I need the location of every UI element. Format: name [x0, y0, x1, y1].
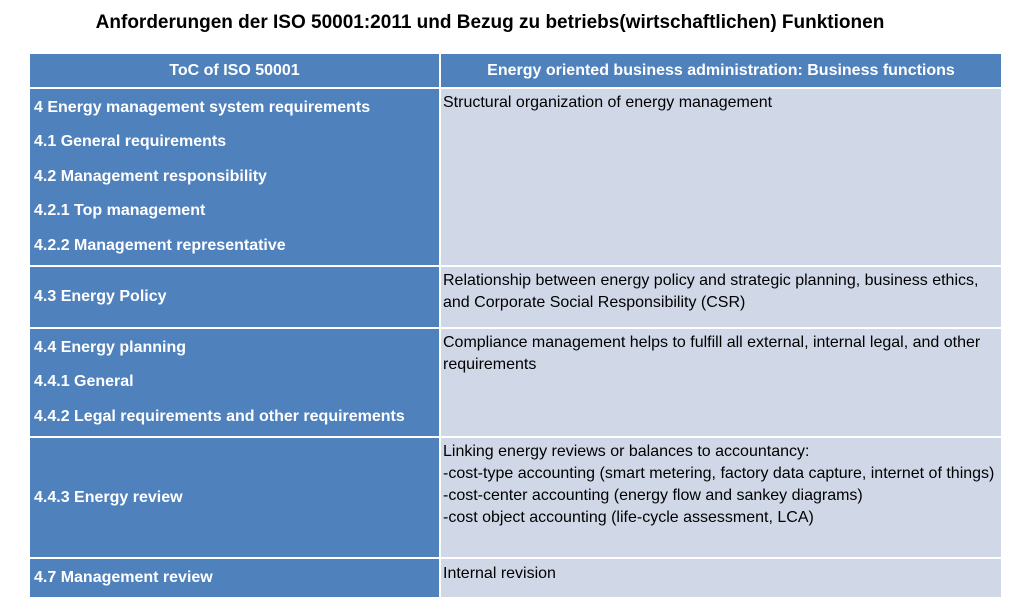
function-cell	[440, 437, 1002, 558]
toc-item: 4.7 Management review	[34, 569, 213, 586]
function-cell	[440, 328, 1002, 437]
toc-cell	[29, 266, 440, 328]
toc-item: 4.4.1 General	[34, 373, 134, 391]
toc-item: 4.1 General requirements	[34, 133, 227, 151]
toc-item: 4.2.2 Management representative	[34, 236, 286, 254]
toc-cell	[29, 328, 440, 437]
header-toc: ToC of ISO 50001	[29, 53, 440, 88]
toc-item: 4.2 Management responsibility	[34, 167, 267, 185]
table-header-row	[29, 53, 1002, 88]
function-text: Internal revision	[443, 565, 556, 582]
function-text: Structural organization of energy management	[443, 94, 773, 111]
toc-cell	[29, 558, 440, 598]
toc-cell	[29, 88, 440, 266]
toc-item: 4.4.2 Legal requirements and other requirements	[34, 407, 405, 425]
table-row	[29, 437, 1002, 558]
function-text: Linking energy reviews or balances to accountancy:	[443, 443, 810, 460]
function-cell	[440, 88, 1002, 266]
slide-title: Anforderungen der ISO 50001:2011 und Bezug zu betriebs(wirtschaftlichen) Funktionen	[95, 12, 885, 33]
table-row	[29, 558, 1002, 598]
function-text: Relationship between energy policy and strategic planning, business ethics, and Corporate Social Responsibility (CSR)	[443, 272, 979, 311]
table-row	[29, 88, 1002, 266]
function-text: -cost-type accounting (smart metering, factory data capture, internet of things)	[443, 465, 995, 482]
toc-item: 4.4 Energy planning	[34, 338, 187, 356]
toc-item: 4 Energy management system requirements	[34, 98, 371, 116]
toc-item: 4.2.1 Top management	[34, 202, 206, 220]
function-text: Compliance management helps to fulfill all external, internal legal, and other requirements	[443, 334, 981, 373]
table-row	[29, 328, 1002, 437]
function-cell	[440, 266, 1002, 328]
table-row	[29, 266, 1002, 328]
toc-cell	[29, 437, 440, 558]
function-text: -cost-center accounting (energy flow and sankey diagrams)	[443, 487, 863, 504]
toc-item: 4.3 Energy Policy	[34, 288, 167, 305]
header-business-functions: Energy oriented business administration: Business functions	[440, 53, 1002, 88]
iso-requirements-table	[28, 52, 1003, 599]
function-cell	[440, 558, 1002, 598]
function-text: -cost object accounting (life-cycle assessment, LCA)	[443, 509, 814, 526]
toc-item: 4.4.3 Energy review	[34, 488, 183, 506]
